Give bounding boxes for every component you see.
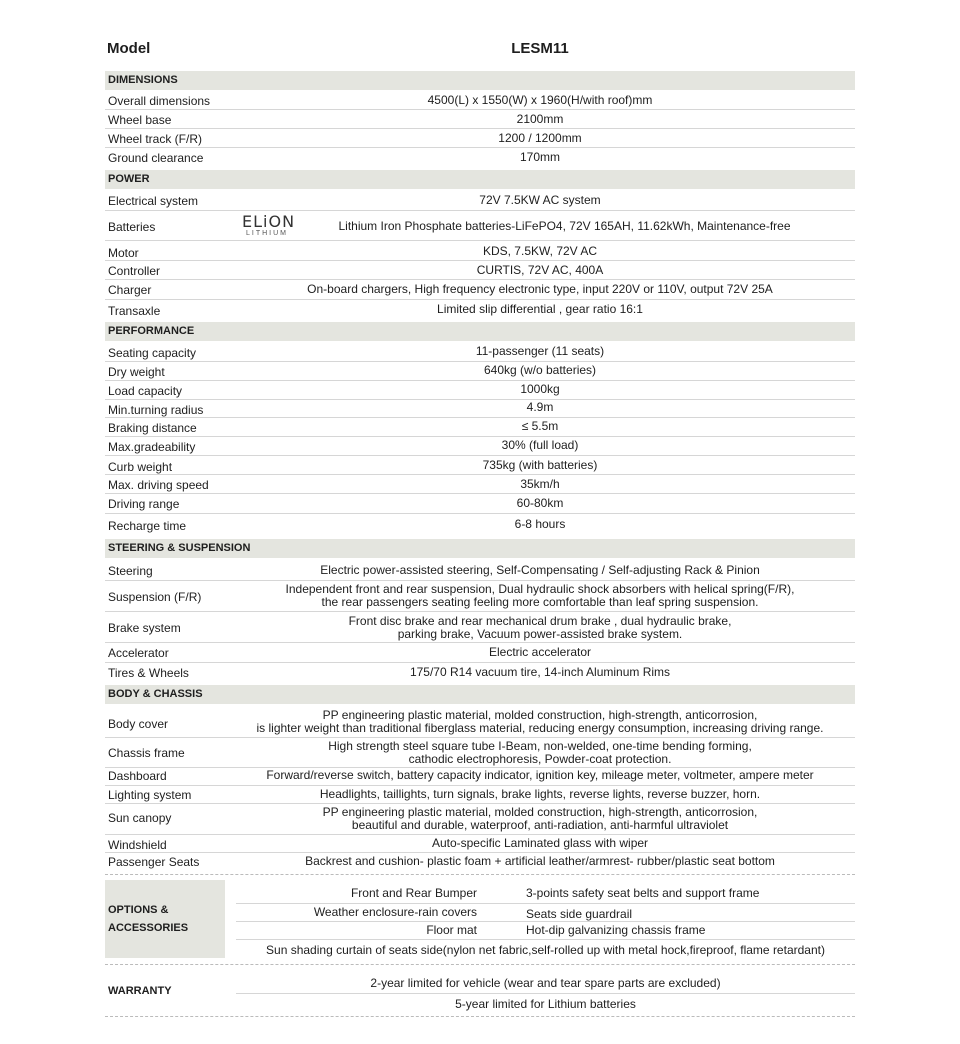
- row-label: Min.turning radius: [108, 403, 204, 417]
- model-value: LESM11: [511, 40, 569, 57]
- row-label: Curb weight: [108, 460, 173, 474]
- row-label: Max. driving speed: [108, 478, 209, 492]
- row-label: Wheel track (F/R): [108, 132, 203, 146]
- options-title-box: [105, 880, 225, 958]
- row-value: 2100mm: [516, 112, 564, 126]
- table-row: [105, 494, 855, 514]
- row-value: 60-80km: [516, 496, 564, 510]
- row-label: Charger: [108, 283, 152, 297]
- row-label: Body cover: [108, 717, 169, 731]
- row-value: 4500(L) x 1550(W) x 1960(H/with roof)mm: [427, 93, 653, 107]
- table-row: [105, 786, 855, 804]
- row-label: Chassis frame: [108, 746, 185, 760]
- table-row: [105, 768, 855, 786]
- row-label: Electrical system: [108, 194, 199, 208]
- table-row: [105, 514, 855, 537]
- row-label: Accelerator: [108, 646, 169, 660]
- row-label: Controller: [108, 264, 161, 278]
- row-label: Driving range: [108, 497, 180, 511]
- table-row: [105, 211, 855, 241]
- table-row: [105, 738, 855, 768]
- row-label: Tires & Wheels: [108, 666, 189, 680]
- table-row: [105, 612, 855, 643]
- table-row: [105, 342, 855, 362]
- row-label: Batteries: [108, 220, 156, 234]
- table-row: [105, 241, 855, 261]
- divider: [105, 874, 855, 875]
- row-value: PP engineering plastic material, molded construction, high-strength, anticorrosion,: [322, 708, 758, 722]
- table-row: [105, 129, 855, 148]
- option-left-item: Front and Rear Bumper: [350, 886, 477, 900]
- row-label: Dry weight: [108, 365, 165, 379]
- row-value-line2: beautiful and durable, waterproof, anti-radiation, anti-harmful ultraviolet: [351, 818, 729, 832]
- table-row: [105, 804, 855, 835]
- row-value: 1200 / 1200mm: [498, 131, 582, 145]
- row-value: Forward/reverse switch, battery capacity indicator, ignition key, mileage meter, voltmeter, ampere meter: [266, 768, 814, 782]
- table-row: [105, 91, 855, 110]
- row-value: 35km/h: [520, 477, 560, 491]
- row-label: Brake system: [108, 621, 181, 635]
- row-value: Electric accelerator: [488, 645, 592, 659]
- row-value: 175/70 R14 vacuum tire, 14-inch Aluminum Rims: [409, 665, 671, 679]
- row-value-line2: cathodic electrophoresis, Powder-coat protection.: [408, 752, 672, 766]
- row-value: Headlights, taillights, turn signals, brake lights, reverse lights, reverse buzzer, horn.: [319, 787, 761, 801]
- warranty-line: 5-year limited for Lithium batteries: [455, 997, 636, 1011]
- row-value-line2: is lighter weight than traditional fiberglass material, reducing energy consumption, increasing driving range.: [256, 721, 824, 735]
- section-performance: PERFORMANCE: [105, 322, 855, 341]
- option-full-item: Sun shading curtain of seats side(nylon net fabric,self-rolled up with metal hock,fireproof, flame retardant): [266, 943, 825, 957]
- row-value: 4.9m: [526, 400, 554, 414]
- option-right-item: Seats side guardrail: [526, 907, 633, 921]
- table-row: [105, 705, 855, 738]
- warranty-line: 2-year limited for vehicle (wear and tear spare parts are excluded): [370, 976, 721, 990]
- row-value: Auto-specific Laminated glass with wiper: [431, 836, 649, 850]
- table-row: [105, 853, 855, 874]
- row-value: 72V 7.5KW AC system: [479, 193, 601, 207]
- table-row: [105, 643, 855, 663]
- row-value: 11-passenger (11 seats): [475, 344, 605, 358]
- divider: [105, 964, 855, 965]
- row-label: Seating capacity: [108, 346, 197, 360]
- table-row: [105, 835, 855, 853]
- row-value: On-board chargers, High frequency electronic type, input 220V or 110V, output 72V 25A: [307, 282, 773, 296]
- section-steering: STEERING & SUSPENSION: [105, 539, 855, 558]
- row-label: Load capacity: [108, 384, 183, 398]
- table-row: [105, 190, 855, 211]
- row-value: PP engineering plastic material, molded construction, high-strength, anticorrosion,: [322, 805, 758, 819]
- table-row: [105, 475, 855, 494]
- section-power: POWER: [105, 170, 855, 189]
- row-value: KDS, 7.5KW, 72V AC: [482, 244, 598, 258]
- table-row: [105, 400, 855, 418]
- table-row: [105, 300, 855, 321]
- table-row: [105, 110, 855, 129]
- row-label: Lighting system: [108, 788, 192, 802]
- row-label: Windshield: [108, 838, 167, 852]
- option-right-item: 3-points safety seat belts and support frame: [526, 886, 760, 900]
- row-label: Ground clearance: [108, 151, 204, 165]
- options-title-line2: ACCESSORIES: [108, 922, 189, 934]
- row-label: Recharge time: [108, 519, 187, 533]
- row-value: ≤ 5.5m: [521, 419, 559, 433]
- row-label: Braking distance: [108, 421, 197, 435]
- row-value: Front disc brake and rear mechanical drum brake , dual hydraulic brake,: [348, 614, 732, 628]
- options-title-line1: OPTIONS &: [108, 904, 169, 916]
- row-value: 6-8 hours: [514, 517, 566, 531]
- table-row: [105, 456, 855, 475]
- row-value-line2: parking brake, Vacuum power-assisted brake system.: [397, 627, 683, 641]
- option-right-item: Hot-dip galvanizing chassis frame: [526, 923, 706, 937]
- row-value: 735kg (with batteries): [482, 458, 598, 472]
- row-value: 170mm: [519, 150, 560, 164]
- model-label: Model: [107, 40, 151, 57]
- option-left-item: Weather enclosure-rain covers: [313, 905, 477, 919]
- table-row: [105, 148, 855, 168]
- row-label: Dashboard: [108, 769, 167, 783]
- divider: [105, 1016, 855, 1017]
- row-label: Passenger Seats: [108, 855, 200, 869]
- row-label: Sun canopy: [108, 811, 172, 825]
- model-header: [105, 40, 855, 60]
- section-dimensions: DIMENSIONS: [105, 71, 855, 90]
- table-row: [105, 418, 855, 437]
- row-label: Steering: [108, 564, 153, 578]
- row-label: Suspension (F/R): [108, 590, 202, 604]
- table-row: [105, 437, 855, 456]
- elion-lithium-logo: ELiON LITHIUM: [242, 212, 296, 237]
- row-value: Lithium Iron Phosphate batteries-LiFePO4, 72V 165AH, 11.62kWh, Maintenance-free: [338, 219, 791, 233]
- row-label: Max.gradeability: [108, 440, 196, 454]
- table-row: [105, 559, 855, 581]
- row-value: CURTIS, 72V AC, 400A: [476, 263, 604, 277]
- row-value: High strength steel square tube I-Beam, non-welded, one-time bending forming,: [328, 739, 752, 753]
- row-label: Motor: [108, 246, 139, 260]
- row-value-line2: the rear passengers seating feeling more comfortable than leaf spring suspension.: [321, 595, 759, 609]
- row-label: Wheel base: [108, 113, 172, 127]
- table-row: [105, 581, 855, 612]
- table-row: [105, 261, 855, 280]
- row-value: Backrest and cushion- plastic foam + artificial leather/armrest- rubber/plastic seat bottom: [305, 854, 775, 868]
- section-body: BODY & CHASSIS: [105, 685, 855, 704]
- row-value: Independent front and rear suspension, Dual hydraulic shock absorbers with helical spring(F/R),: [285, 582, 795, 596]
- table-row: [105, 362, 855, 381]
- table-row: [105, 663, 855, 685]
- row-value: 30% (full load): [501, 438, 579, 452]
- row-label: Overall dimensions: [108, 94, 211, 108]
- warranty-title: WARRANTY: [108, 985, 172, 997]
- table-row: [105, 381, 855, 400]
- table-row: [105, 280, 855, 300]
- row-value: Electric power-assisted steering, Self-Compensating / Self-adjusting Rack & Pinion: [320, 563, 760, 577]
- option-left-item: Floor mat: [426, 923, 477, 937]
- row-value: 640kg (w/o batteries): [483, 363, 597, 377]
- row-value: Limited slip differential , gear ratio 16:1: [437, 302, 643, 316]
- row-value: 1000kg: [520, 382, 560, 396]
- row-label: Transaxle: [108, 304, 161, 318]
